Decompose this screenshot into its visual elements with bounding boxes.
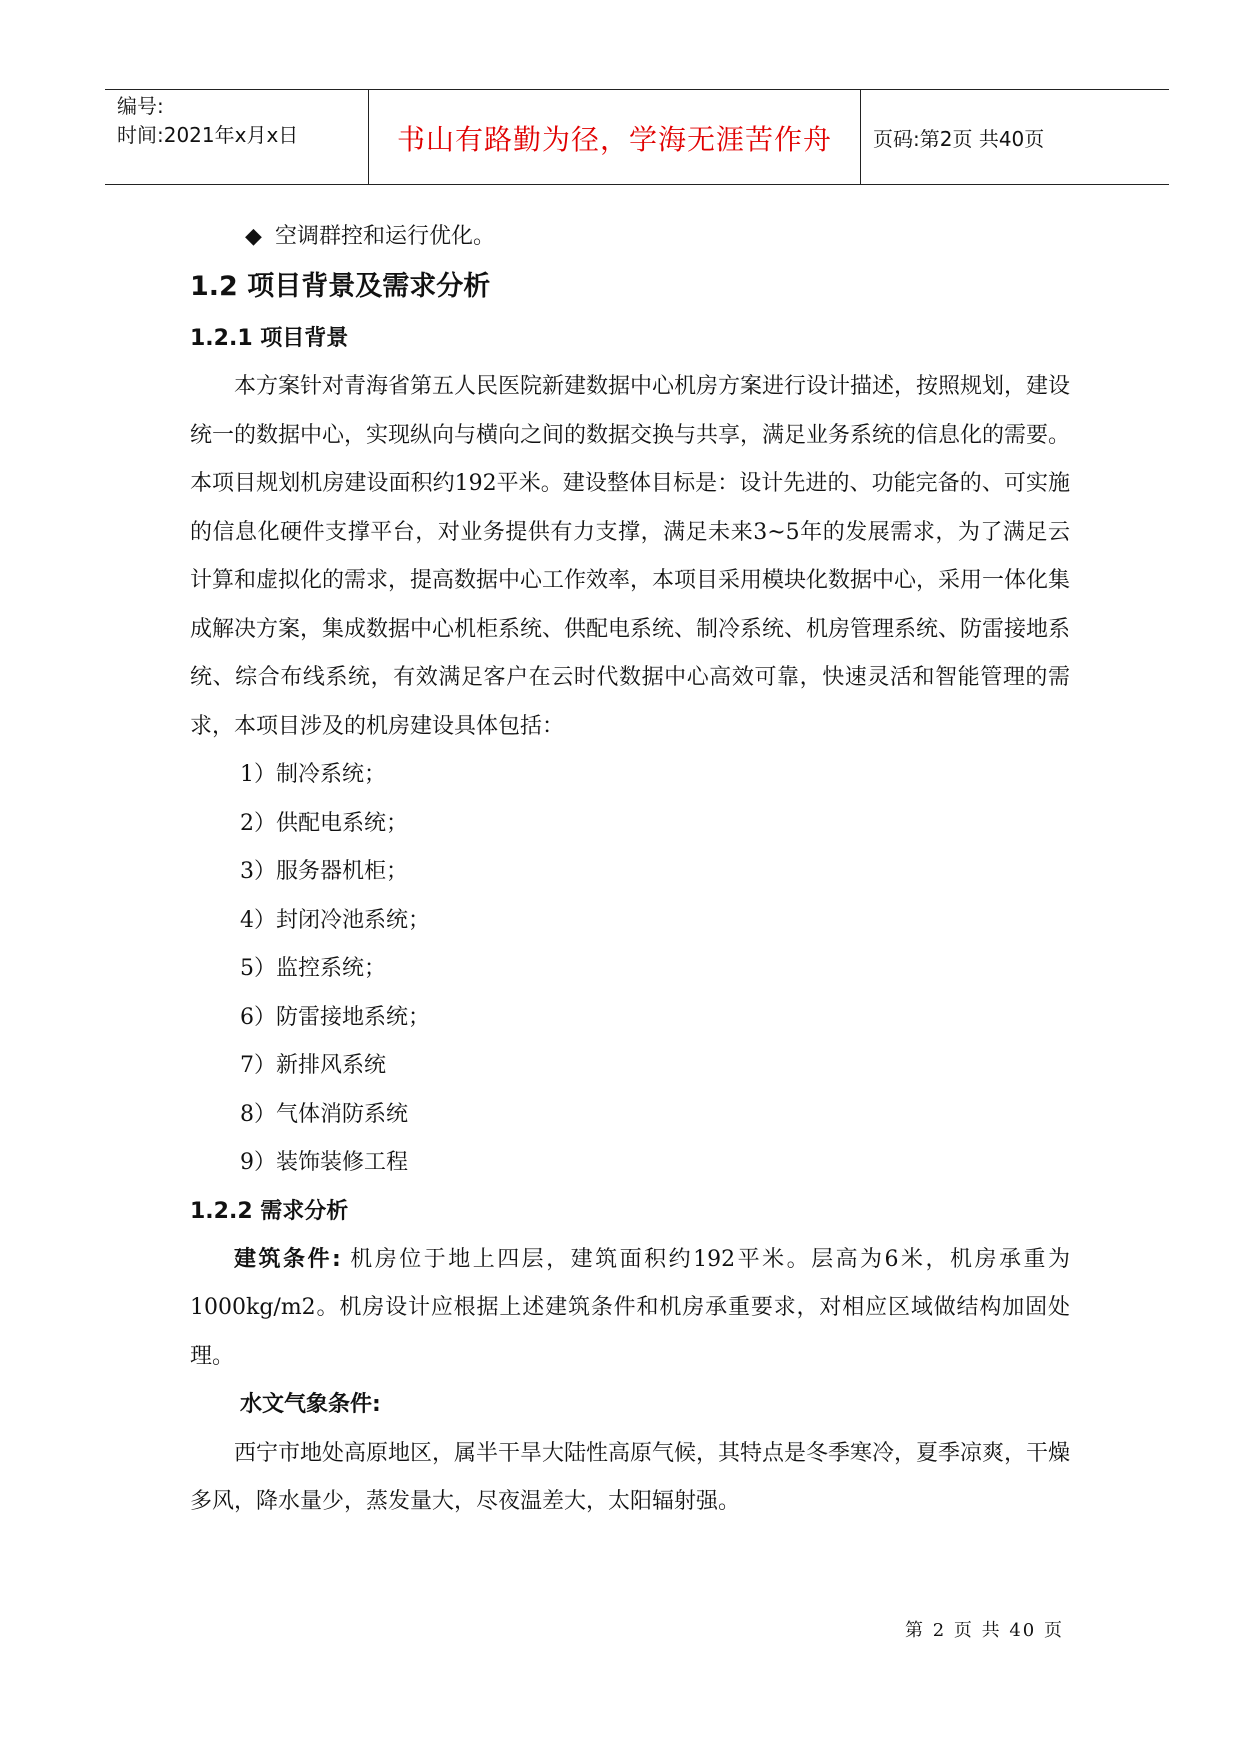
section-title: 1.2 项目背景及需求分析 [190, 271, 491, 302]
hydro-conditions-label: 水文气象条件: [240, 1392, 381, 1417]
page-footer: 第 2 页 共 40 页 [905, 1620, 1064, 1641]
diamond-bullet-icon: ◆ [245, 224, 262, 249]
date-line: 时间:2021年x月x日 [117, 123, 299, 147]
subsection-title-background: 1.2.1 项目背景 [190, 326, 349, 351]
subsection-title-requirements: 1.2.2 需求分析 [190, 1198, 349, 1224]
bullet-item [190, 215, 1070, 259]
list-item: 4）封闭冷池系统； [240, 907, 430, 933]
hydro-conditions-paragraph: 西宁市地处高原地区，属半干旱大陆性高原气候，其特点是冬季寒冷，夏季凉爽，干燥多风，降水量少，蒸发量大，尽夜温差大，太阳辐射强。 [190, 1440, 1071, 1514]
page-header [105, 89, 1169, 185]
list-item: 2）供配电系统； [240, 810, 408, 836]
list-item: 1）制冷系统； [240, 762, 386, 787]
header-page-info: 页码:第2页 共40页 [873, 127, 1045, 151]
document-body [190, 215, 1070, 1527]
background-paragraph: 本方案针对青海省第五人民医院新建数据中心机房方案进行设计描述，按照规划，建设统一的数据中心，实现纵向与横向之间的数据交换与共享，满足业务系统的信息化的需要。本项目规划机房建设面积约192平米。建设整体目标是：设计先进的、功能完备的、可实施的信息化硬件支撑平台，对业务提供有力支撑，满足未来3~5年的发展需求，为了满足云计算和虚拟化的需求，提高数据中心工作效率，本项目采用模块化数据中心，采用一体化集成解决方案，集成数据中心机柜系统、供配电系统、制冷系统、机房管理系统、防雷接地系统、综合布线系统，有效满足客户在云时代数据中心高效可靠，快速灵活和智能管理的需求，本项目涉及的机房建设具体包括： [190, 374, 1071, 739]
header-meta [117, 92, 357, 150]
building-conditions-label: 建筑条件: [234, 1246, 341, 1272]
list-item: 5）监控系统； [240, 956, 386, 981]
header-motto: 书山有路勤为径，学海无涯苦作舟 [396, 123, 832, 156]
serial-number-label: 编号: [117, 94, 164, 118]
list-item: 8）气体消防系统 [240, 1101, 408, 1127]
building-conditions-paragraph [190, 1236, 1070, 1382]
list-item: 9）装饰装修工程 [240, 1150, 408, 1175]
list-item: 7）新排风系统 [240, 1053, 386, 1078]
list-item: 3）服务器机柜； [240, 859, 408, 884]
construction-items-list [190, 751, 1070, 1188]
bullet-text: 空调群控和运行优化。 [275, 224, 496, 249]
header-divider-right [860, 90, 861, 184]
list-item: 6）防雷接地系统； [240, 1004, 430, 1030]
building-conditions-text: 机房位于地上四层，建筑面积约192平米。层高为6米，机房承重为1000kg/m2。机房设计应根据上述建筑条件和机房承重要求，对相应区域做结构加固处理。 [190, 1246, 1070, 1369]
